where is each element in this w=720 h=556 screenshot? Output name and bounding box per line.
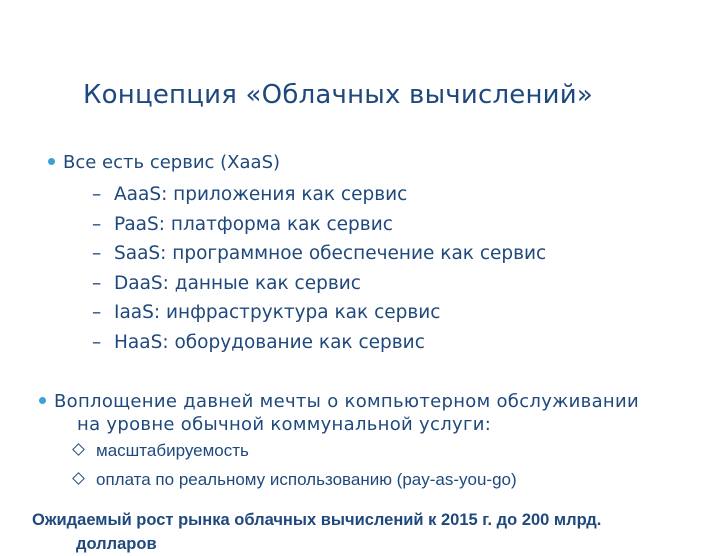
sublist-item-text: SaaS: программное обеспечение как сервис [114, 243, 547, 264]
diamond-icon [72, 472, 85, 485]
sublist-item-text: AaaS: приложения как сервис [114, 184, 408, 205]
dash-icon: – [92, 243, 102, 264]
benefit-item [74, 465, 517, 494]
market-forecast-line1: Ожидаемый рост рынка облачных вычислений к 2015 г. до 200 млрд. [32, 511, 602, 529]
bullet-utility-line2: на уровне обычной коммунальной услуги: [77, 414, 492, 435]
bullet-utility [39, 390, 639, 436]
sublist-item [92, 328, 546, 358]
bullet-utility-text1: Воплощение давней мечты о компьютерном обслуживании [54, 391, 639, 412]
bullet-dot-icon [48, 158, 55, 165]
market-forecast [32, 508, 601, 556]
sublist-item [92, 269, 546, 299]
sublist-item-text: PaaS: платформа как сервис [114, 213, 393, 235]
sublist-item-text: HaaS: оборудование как сервис [114, 331, 425, 353]
market-forecast-line2: долларов [76, 535, 157, 553]
bullet-xaas [48, 152, 280, 173]
sublist-item-text: DaaS: данные как сервис [114, 272, 361, 294]
sublist-item [92, 180, 546, 210]
dash-icon: – [92, 302, 102, 323]
benefit-item-text: масштабируемость [96, 441, 249, 460]
dash-icon: – [92, 272, 102, 294]
sublist-item [92, 298, 546, 328]
bullet-utility-line1 [39, 390, 639, 413]
bullet-xaas-text: Все есть сервис (XaaS) [63, 152, 281, 173]
dash-icon: – [92, 184, 102, 205]
benefit-list [74, 436, 517, 494]
bullet-dot-icon [39, 397, 46, 404]
diamond-icon [72, 443, 85, 456]
slide-title: Концепция «Облачных вычислений» [83, 80, 593, 110]
benefit-item-text: оплата по реальному использованию (pay-as-you-go) [96, 470, 517, 489]
sublist-item [92, 239, 546, 269]
dash-icon: – [92, 213, 102, 235]
sublist-item-text: IaaS: инфраструктура как сервис [114, 302, 441, 323]
sublist-item [92, 210, 546, 240]
benefit-item [74, 436, 517, 465]
dash-icon: – [92, 331, 102, 353]
service-sublist [92, 180, 546, 357]
